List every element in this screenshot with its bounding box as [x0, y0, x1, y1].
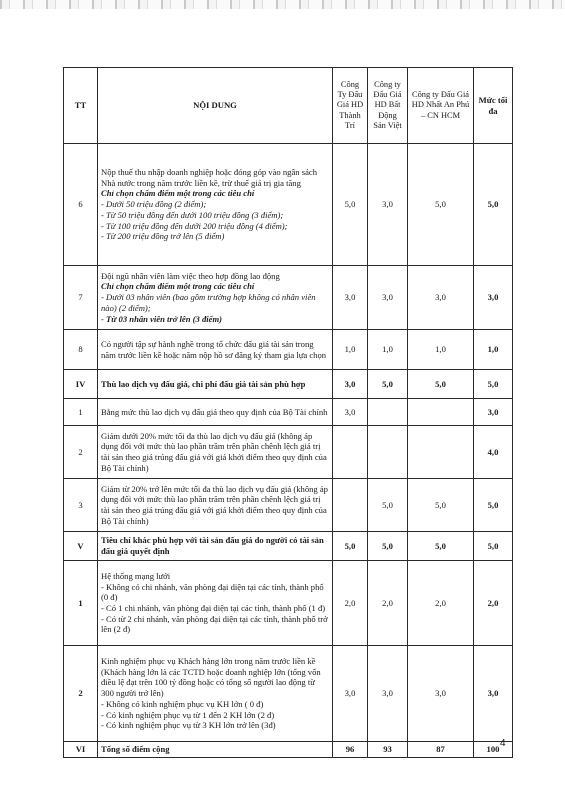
row-number: IV [64, 370, 98, 399]
score-max: 5,0 [474, 532, 513, 561]
row-number: 3 [64, 479, 98, 532]
table-row [64, 330, 513, 370]
score-bds-viet: 1,0 [368, 330, 408, 370]
scoring-table [63, 67, 513, 758]
row-text: Kinh nghiệm phục vụ Khách hàng lớn trong năm trước liền kề (Khách hàng lớn là các TCTD hoặc doanh nghiệp lớn (tổng vốn điều lệ đạt trên 100 tỷ đồng hoặc có tổng số người lao động từ 300 người trở lên) [101, 655, 321, 699]
score-bds-viet: 5,0 [368, 370, 408, 399]
row-option: - Dưới 03 nhân viên (bao gồm trường hợp không có nhân viên nào) (2 điểm); [101, 292, 316, 313]
row-number: VI [64, 742, 98, 758]
score-max: 100 [474, 742, 513, 758]
header-company-bds-viet: Công ty Đấu Giá HD Bất Động Sản Việt [368, 68, 408, 144]
score-nhat-an-phu: 1,0 [408, 330, 474, 370]
row-content: Tổng số điểm cộng [98, 742, 333, 758]
score-bds-viet: 5,0 [368, 532, 408, 561]
row-number: 1 [64, 399, 98, 426]
table-row [64, 532, 513, 561]
score-bds-viet: 93 [368, 742, 408, 758]
score-max: 4,0 [474, 426, 513, 479]
row-content [98, 561, 333, 646]
table-row [64, 646, 513, 742]
score-bds-viet: 2,0 [368, 561, 408, 646]
row-option: - Dưới 50 triệu đồng (2 điểm); [101, 199, 207, 210]
header-company-thanh-tri: Công Ty Đấu Giá HD Thành Trí [333, 68, 368, 144]
row-content: Giảm từ 20% trở lên mức tối đa thù lao dịch vụ đấu giá (không áp dụng đối với mức thù lao phần trăm trên phần chênh lệch giá trị tài sản theo giá trúng đấu giá với giá khởi điểm theo quy định của Bộ Tài chính) [98, 479, 333, 532]
header-max-score: Mức tối đa [474, 68, 513, 144]
score-bds-viet: 5,0 [368, 479, 408, 532]
row-number: 8 [64, 330, 98, 370]
table-row-total [64, 742, 513, 758]
score-nhat-an-phu [408, 399, 474, 426]
score-nhat-an-phu: 5,0 [408, 144, 474, 266]
score-bds-viet: 3,0 [368, 646, 408, 742]
score-max: 5,0 [474, 144, 513, 266]
table-row [64, 399, 513, 426]
table-row [64, 426, 513, 479]
score-thanh-tri: 96 [333, 742, 368, 758]
score-bds-viet: 3,0 [368, 266, 408, 330]
row-option: - Không có kinh nghiệm phục vụ KH lớn ( 0 đ) [101, 698, 264, 709]
row-text: Hệ thống mạng lưới [101, 570, 171, 581]
score-bds-viet [368, 426, 408, 479]
row-option: - Có từ 2 chi nhánh, văn phòng đại diện tại các tỉnh, thành phố trở lên (2 đ) [101, 613, 328, 635]
row-option: - Có 1 chi nhánh, văn phòng đại diện tại các tỉnh, thành phố (1 đ) [101, 603, 326, 613]
row-number: 2 [64, 646, 98, 742]
score-thanh-tri: 5,0 [333, 144, 368, 266]
score-max: 1,0 [474, 330, 513, 370]
score-nhat-an-phu: 3,0 [408, 266, 474, 330]
row-number: V [64, 532, 98, 561]
table-row [64, 266, 513, 330]
table-row [64, 144, 513, 266]
header-tt: TT [64, 68, 98, 144]
row-number: 7 [64, 266, 98, 330]
score-max: 5,0 [474, 479, 513, 532]
page-number: 4 [500, 738, 506, 749]
row-option: - Không có chi nhánh, văn phòng đại diện tại các tỉnh, thành phố (0 đ) [101, 581, 324, 603]
score-max: 3,0 [474, 266, 513, 330]
score-thanh-tri [333, 479, 368, 532]
table-row [64, 561, 513, 646]
score-nhat-an-phu: 5,0 [408, 532, 474, 561]
score-max: 3,0 [474, 399, 513, 426]
header-content: NỘI DUNG [98, 68, 333, 144]
row-number: 1 [64, 561, 98, 646]
score-nhat-an-phu: 2,0 [408, 561, 474, 646]
row-content [98, 144, 333, 266]
score-thanh-tri [333, 426, 368, 479]
row-content: Bằng mức thù lao dịch vụ đấu giá theo quy định của Bộ Tài chính [98, 399, 333, 426]
score-nhat-an-phu [408, 426, 474, 479]
row-number: 6 [64, 144, 98, 266]
score-nhat-an-phu: 3,0 [408, 646, 474, 742]
score-thanh-tri: 2,0 [333, 561, 368, 646]
score-thanh-tri: 3,0 [333, 370, 368, 399]
row-content [98, 266, 333, 330]
score-max: 5,0 [474, 370, 513, 399]
row-option: - Có kinh nghiệm phục vụ từ 1 đến 2 KH lớn (2 đ) [101, 709, 275, 720]
row-content: Tiêu chí khác phù hợp với tài sản đấu giá do người có tài sản đấu giá quyết định [98, 532, 333, 561]
row-text: Nộp thuế thu nhập doanh nghiệp hoặc đóng góp vào ngân sách Nhà nước trong năm trước liền kề, trừ thuế giá trị gia tăng [101, 166, 317, 188]
table-row [64, 479, 513, 532]
row-content: Có người tập sự hành nghề trong tổ chức đấu giá tài sản trong năm trước liền kề hoặc năm nộp hồ sơ đăng ký tham gia lựa chọn [98, 330, 333, 370]
row-option: - Từ 50 triệu đồng đến dưới 100 triệu đồng (3 điểm); [101, 209, 284, 220]
header-company-nhat-an-phu: Công ty Đấu Giá HD Nhất An Phú – CN HCM [408, 68, 474, 144]
table-row [64, 370, 513, 399]
score-thanh-tri: 3,0 [333, 266, 368, 330]
score-nhat-an-phu: 87 [408, 742, 474, 758]
score-thanh-tri: 1,0 [333, 330, 368, 370]
row-text: Đội ngũ nhân viên làm việc theo hợp đồng lao động [101, 270, 280, 281]
score-max: 2,0 [474, 561, 513, 646]
scan-edge-artifact [0, 0, 565, 9]
score-thanh-tri: 3,0 [333, 646, 368, 742]
row-criteria: Chỉ chọn chấm điểm một trong các tiêu chí [101, 188, 255, 199]
score-nhat-an-phu: 5,0 [408, 370, 474, 399]
score-bds-viet [368, 399, 408, 426]
score-thanh-tri: 5,0 [333, 532, 368, 561]
row-criteria: Chỉ chọn chấm điểm một trong các tiêu chí [101, 281, 255, 292]
row-content [98, 646, 333, 742]
row-content: Thù lao dịch vụ đấu giá, chi phí đấu giá tài sản phù hợp [98, 370, 333, 399]
table-header-row [64, 68, 513, 144]
row-option: - Từ 100 triệu đồng đến dưới 200 triệu đồng (4 điểm); [101, 220, 288, 231]
score-bds-viet: 3,0 [368, 144, 408, 266]
score-nhat-an-phu: 5,0 [408, 479, 474, 532]
row-content: Giảm dưới 20% mức tối đa thù lao dịch vụ đấu giá (không áp dụng đối với mức thù lao phần trăm trên phần chênh lệch giá trị tài sản theo giá trúng đấu giá với giá khởi điểm theo quy định của Bộ Tài chính) [98, 426, 333, 479]
row-option: - Từ 200 triệu đồng trở lên (5 điểm) [101, 231, 225, 242]
score-max: 3,0 [474, 646, 513, 742]
row-number: 2 [64, 426, 98, 479]
row-option: - Có kinh nghiệm phục vụ từ 3 KH lớn trở lên (3đ) [101, 720, 276, 731]
row-option: - Từ 03 nhân viên trở lên (3 điểm) [101, 313, 223, 324]
score-thanh-tri: 3,0 [333, 399, 368, 426]
